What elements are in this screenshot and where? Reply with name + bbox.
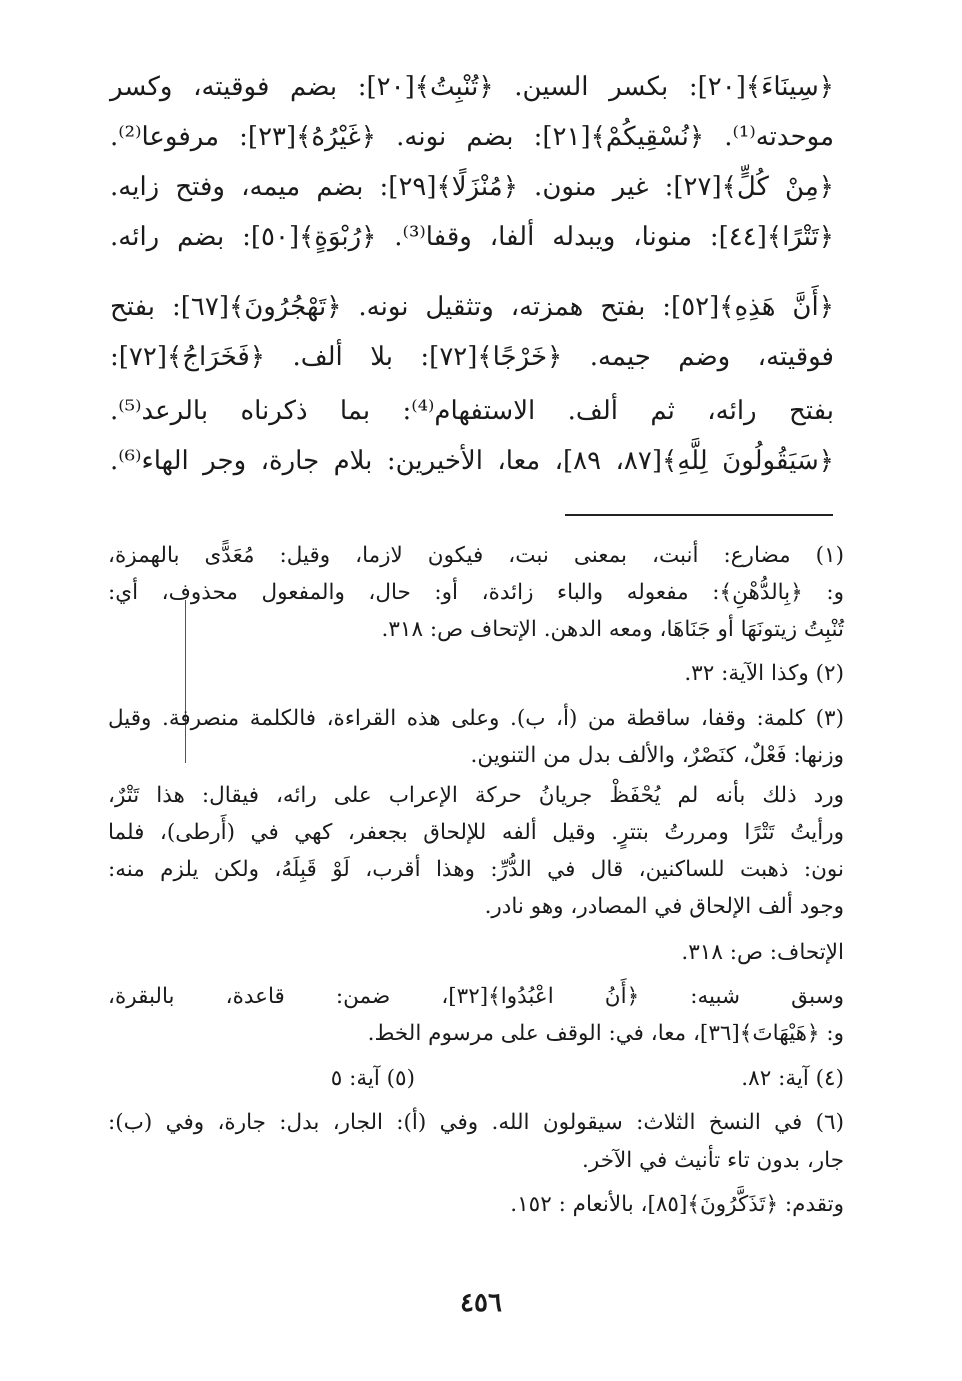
footnote-line: وتقدم: ﴿تَذَكَّرُونَ﴾[٨٥]، بالأنعام : ١٥٢. [510, 1192, 844, 1217]
main-line: ﴿سِينَاءَ﴾[٢٠]: بكسر السين. ﴿تُنْبِتُ﴾[٢٠]: بضم فوقيته، وكسر [110, 72, 834, 102]
main-line: موحدته⁽¹⁾. ﴿نُسْقِيكُمْ﴾[٢١]: بضم نونه. ﴿غَيْرُهُ﴾[٢٣]: مرفوعا⁽²⁾. [110, 122, 834, 152]
footnote-line: (٥) آية: ٥ [330, 1066, 415, 1091]
main-line: ﴿مِنْ كُلٍّ﴾[٢٧]: غير منون. ﴿مُنْزَلًا﴾[٢٩]: بضم ميمه، وفتح زايه. [110, 172, 834, 202]
footnote-line: (٣) كلمة: وقفا، ساقطة من (أ، ب). وعلى هذه القراءة، فالكلمة منصرفة. وقيل [108, 706, 844, 731]
footnote-line: (٢) وكذا الآية: ٣٢. [684, 661, 844, 686]
footnote-line: ورأيتُ تَتْرًا ومررتُ بتترٍ. وقيل ألفه للإلحاق بجعفر، كهي في (أَرطى)، فلما [108, 820, 844, 845]
footnote-line: جار، بدون تاء تأنيث في الآخر. [582, 1148, 844, 1173]
footnote-line: وسبق شبيه: ﴿أَنُ اعْبُدُوا﴾[٣٢]، ضمن: قاعدة، بالبقرة، [108, 984, 844, 1009]
main-line: ﴿أَنَّ هَذِهِ﴾[٥٢]: بفتح همزته، وتثقيل نونه. ﴿تَهْجُرُونَ﴾[٦٧]: بفتح [110, 292, 834, 322]
footnote-line: وزنها: فَعْلٌ، كنَصْرٌ، والألف بدل من التنوين. [470, 743, 844, 768]
main-line: فوقيته، وضم جيمه. ﴿خَرْجًا﴾[٧٢]: بلا ألف. ﴿فَخَرَاجُ﴾[٧٢]: [110, 342, 834, 372]
page-number: ٤٥٦ [460, 1288, 502, 1318]
footnote-line: ورد ذلك بأنه لم يُحْفَظْ جريانُ حركة الإعراب على رائه، فيقال: هذا تَتْرٌ، [108, 783, 844, 808]
footnote-line: و: ﴿هَيْهَاتَ﴾[٣٦]، معا، في: الوقف على مرسوم الخط. [367, 1021, 844, 1046]
main-line: ﴿سَيَقُولُونَ لِلَّهِ﴾[٨٧، ٨٩]، معا، الأخيرين: بلام جارة، وجر الهاء⁽⁶⁾. [110, 446, 834, 476]
footnote-line: الإتحاف: ص: ٣١٨. [681, 940, 844, 965]
footnote-line: تُنْبِتُ زيتونَهَا أو جَنَاهَا، ومعه الدهن. الإتحاف ص: ٣١٨. [381, 617, 844, 642]
main-line: بفتح رائه، ثم ألف. الاستفهام⁽⁴⁾: بما ذكرناه بالرعد⁽⁵⁾. [110, 396, 834, 426]
footnote-line: (٤) آية: ٨٢. [741, 1066, 844, 1091]
footnote-line: (١) مضارع: أنبت، بمعنى نبت، فيكون لازما، وقيل: مُعَدًّى بالهمزة، [108, 543, 844, 568]
main-line: ﴿تَتْرًا﴾[٤٤]: منونا، ويبدله ألفا، وقفا⁽³⁾. ﴿رُبْوَةٍ﴾[٥٠]: بضم رائه. [110, 222, 834, 252]
footnote-separator [565, 514, 833, 516]
footnote-line: وجود ألف الإلحاق في المصادر، وهو نادر. [484, 894, 844, 919]
footnote-line: (٦) في النسخ الثلاث: سيقولون الله. وفي (أ): الجار، بدل: جارة، وفي (ب): [108, 1110, 844, 1135]
footnote-line: نون: ذهبت للساكنين، قال في الدُّرِّ: وهذا أقرب، لَوْ قَبِلَهُ، ولكن يلزم منه: [108, 857, 844, 882]
footnote-line: و: ﴿بِالدُّهْنِ﴾: مفعوله والباء زائدة، أو: حال، والمفعول محذوف، أي: [108, 580, 844, 605]
